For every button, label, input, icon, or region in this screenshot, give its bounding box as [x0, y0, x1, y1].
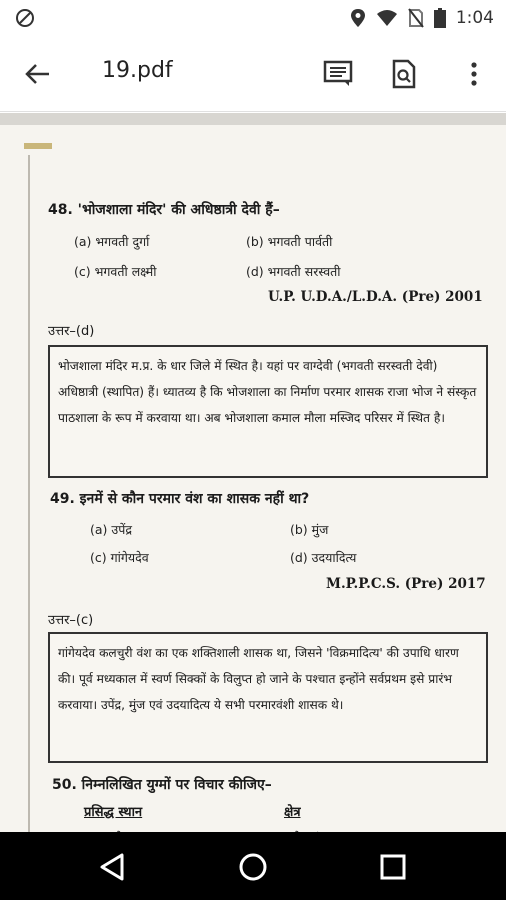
q49-option-b: (b) मुंज — [290, 522, 329, 537]
q48-explanation: भोजशाला मंदिर म.प्र. के धार जिले में स्थित है। यहां पर वाग्देवी (भगवती सरस्वती देवी) अधिष्ठात्री (स्थापित) हैं। ध्यातव्य है कि भोजशाला का निर्माण परमार शासक राजा भोज ने संस्कृत पाठशाला के रूप में करवाया था। अब भोजशाला कमाल मौला मस्जिद परिसर में स्थित है। — [48, 345, 488, 478]
page-tab-mark — [24, 143, 52, 149]
location-icon — [350, 8, 366, 28]
home-circle-icon[interactable] — [236, 850, 270, 884]
search-document-icon[interactable] — [388, 58, 420, 90]
q49-option-d: (d) उदयादित्य — [290, 550, 357, 565]
q49-title: 49. इनमें से कौन परमार वंश का शासक नहीं था? — [50, 491, 310, 507]
pdf-page — [0, 125, 506, 865]
back-triangle-icon[interactable] — [96, 850, 130, 884]
privacy-icon — [15, 8, 35, 28]
q50-col-region: क्षेत्र — [284, 805, 301, 820]
q49-option-a: (a) उपेंद्र — [90, 522, 132, 537]
q48-option-d: (d) भगवती सरस्वती — [246, 264, 341, 279]
page-margin-line — [28, 155, 30, 855]
wifi-icon — [376, 9, 398, 27]
q48-source: U.P. U.D.A./L.D.A. (Pre) 2001 — [268, 289, 483, 305]
pdf-viewer[interactable] — [0, 113, 506, 832]
no-sim-icon — [408, 8, 424, 28]
q49-explanation: गांगेयदेव कलचुरी वंश का एक शक्तिशाली शासक था, जिसने 'विक्रमादित्य' की उपाधि धारण की। पूर्व मध्यकाल में स्वर्ण सिक्कों के विलुप्त हो जाने के पश्चात इन्होंने सर्वप्रथम इसे प्रारंभ करवाया। उपेंद्र, मुंज एवं उदयादित्य ये सभी परमारवंशी शासक थे। — [48, 632, 488, 763]
q49-option-c: (c) गांगेयदेव — [90, 550, 149, 565]
q48-option-b: (b) भगवती पार्वती — [246, 234, 333, 249]
q49-answer: उत्तर–(c) — [48, 613, 94, 628]
recents-square-icon[interactable] — [376, 850, 410, 884]
document-title: 19.pdf — [102, 58, 173, 83]
q48-option-a: (a) भगवती दुर्गा — [74, 234, 150, 249]
app-bar — [0, 36, 506, 112]
status-time: 1:04 — [455, 8, 494, 28]
q48-title: 48. 'भोजशाला मंदिर' की अधिष्ठात्री देवी हैं– — [48, 202, 280, 218]
comment-icon[interactable] — [322, 58, 354, 90]
q50-col-place: प्रसिद्ध स्थान — [84, 805, 143, 820]
navigation-bar — [0, 832, 506, 900]
battery-icon — [434, 8, 446, 28]
more-vert-icon[interactable] — [458, 58, 490, 90]
q50-title: 50. निम्नलिखित युग्मों पर विचार कीजिए– — [52, 777, 272, 793]
status-bar — [0, 0, 506, 36]
q48-option-c: (c) भगवती लक्ष्मी — [74, 264, 157, 279]
back-arrow-icon[interactable] — [24, 60, 52, 88]
q49-source: M.P.P.C.S. (Pre) 2017 — [326, 576, 486, 592]
q48-answer: उत्तर–(d) — [48, 324, 95, 339]
